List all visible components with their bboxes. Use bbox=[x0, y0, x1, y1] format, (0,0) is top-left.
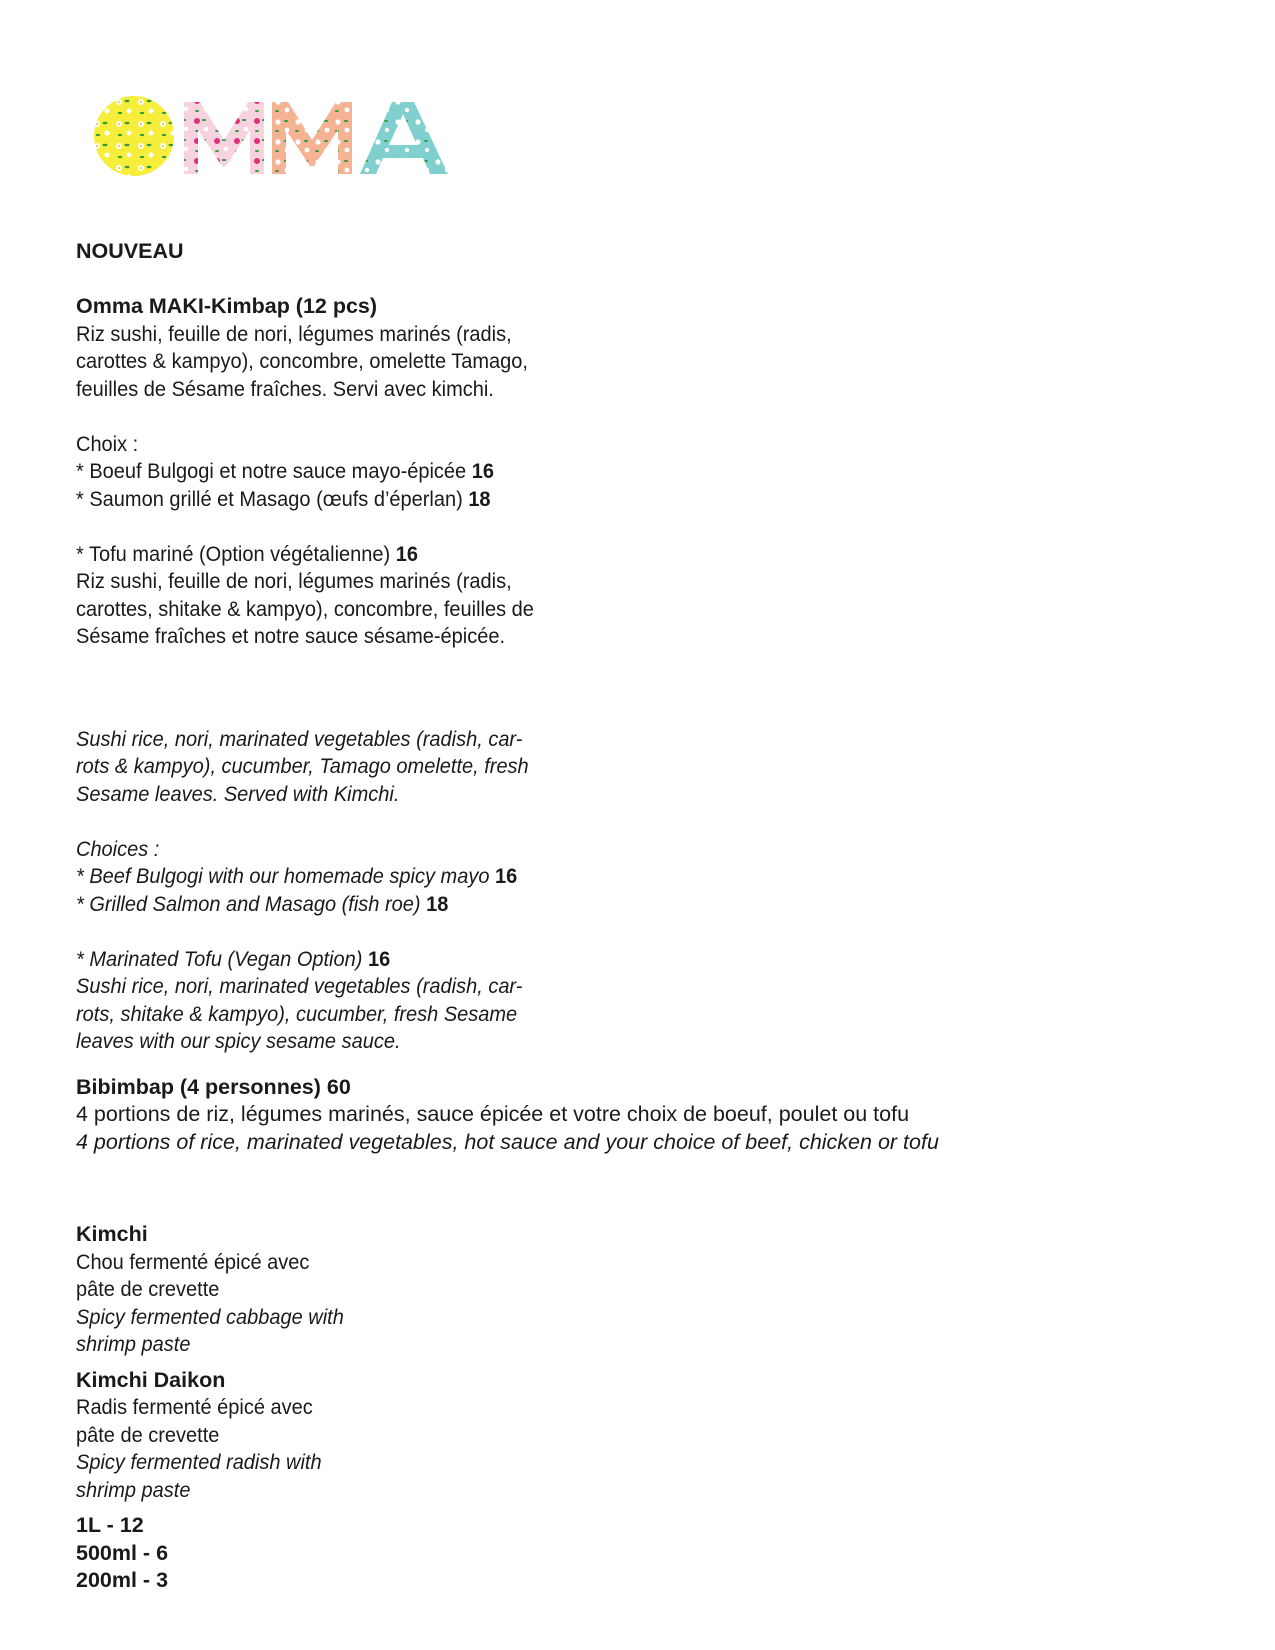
bibimbap-title: Bibimbap (4 personnes) 60 bbox=[76, 1074, 351, 1099]
maki-en-tofu-desc-line: leaves with our spicy sesame sauce. bbox=[76, 1029, 401, 1053]
maki-en-tofu-desc-line: Sushi rice, nori, marinated vegetables (radish, car- bbox=[76, 974, 523, 998]
choice-price: 18 bbox=[468, 486, 491, 511]
maki-en-desc-line: rots & kampyo), cucumber, Tamago omelette, fresh bbox=[76, 754, 529, 778]
maki-fr-desc-line: carottes & kampyo), concombre, omelette Tamago, bbox=[76, 349, 528, 373]
choice-price: 16 bbox=[471, 459, 494, 483]
maki-en-choices-label: Choices : bbox=[76, 836, 160, 861]
logo-letter-a bbox=[360, 102, 448, 174]
menu-content bbox=[76, 238, 1176, 1595]
choice-text: * Boeuf Bulgogi et notre sauce mayo-épicée bbox=[76, 459, 472, 483]
choice-price: 16 bbox=[395, 541, 418, 566]
kimchi-fr-line: pâte de crevette bbox=[76, 1277, 220, 1301]
kimchi-daikon-title: Kimchi Daikon bbox=[76, 1367, 226, 1392]
maki-fr-choice bbox=[76, 486, 1099, 514]
choice-text: * Saumon grillé et Masago (œufs d’éperlan) bbox=[76, 486, 469, 511]
kimchi-en-line: shrimp paste bbox=[76, 1332, 191, 1356]
kimchi-daikon-fr-line: pâte de crevette bbox=[76, 1422, 220, 1447]
maki-fr-desc-line: Riz sushi, feuille de nori, légumes marinés (radis, bbox=[76, 321, 512, 346]
kimchi-daikon-en-line: Spicy fermented radish with bbox=[76, 1450, 322, 1474]
omma-logo bbox=[92, 96, 482, 186]
maki-en-desc-line: Sesame leaves. Served with Kimchi. bbox=[76, 781, 400, 806]
choice-text: * Tofu mariné (Option végétalienne) bbox=[76, 541, 396, 566]
maki-en-desc-line: Sushi rice, nori, marinated vegetables (radish, car- bbox=[76, 726, 523, 751]
maki-fr-choices-label: Choix : bbox=[76, 431, 139, 456]
kimchi-daikon-fr-line: Radis fermenté épicé avec bbox=[76, 1395, 313, 1419]
choice-price: 16 bbox=[367, 946, 391, 971]
maki-fr-tofu-desc-line: Riz sushi, feuille de nori, légumes marinés (radis, bbox=[76, 569, 512, 593]
maki-en-tofu bbox=[76, 946, 1099, 974]
section-title: NOUVEAU bbox=[76, 239, 184, 263]
maki-fr-tofu-desc-line: carottes, shitake & kampyo), concombre, feuilles de bbox=[76, 596, 534, 621]
maki-en-tofu-desc-line: rots, shitake & kampyo), cucumber, fresh Sesame bbox=[76, 1001, 518, 1026]
kimchi-en-line: Spicy fermented cabbage with bbox=[76, 1304, 344, 1329]
maki-title: Omma MAKI-Kimbap (12 pcs) bbox=[76, 294, 378, 318]
size-price: 200ml - 3 bbox=[76, 1568, 169, 1592]
size-price: 1L - 12 bbox=[76, 1513, 144, 1537]
choice-price: 18 bbox=[426, 891, 449, 916]
logo-letter-o bbox=[94, 96, 174, 176]
kimchi-title: Kimchi bbox=[76, 1222, 148, 1246]
logo-letter-m2 bbox=[272, 102, 352, 174]
maki-fr-choice bbox=[76, 458, 1099, 486]
kimchi-fr-line: Chou fermenté épicé avec bbox=[76, 1249, 310, 1274]
choice-text: * Marinated Tofu (Vegan Option) bbox=[76, 946, 368, 971]
kimchi-daikon-en-line: shrimp paste bbox=[76, 1477, 191, 1502]
maki-fr-desc-line: feuilles de Sésame fraîches. Servi avec kimchi. bbox=[76, 376, 494, 401]
maki-fr-tofu bbox=[76, 541, 1099, 569]
choice-text: * Beef Bulgogi with our homemade spicy mayo bbox=[76, 864, 496, 888]
choice-price: 16 bbox=[495, 864, 518, 888]
logo-letter-m1 bbox=[184, 102, 264, 174]
size-price: 500ml - 6 bbox=[76, 1540, 169, 1565]
bibimbap-en: 4 portions of rice, marinated vegetables, hot sauce and your choice of beef, chicken or tofu bbox=[76, 1129, 939, 1154]
maki-en-choice bbox=[76, 863, 1099, 891]
maki-en-choice bbox=[76, 891, 1099, 919]
maki-fr-tofu-desc-line: Sésame fraîches et notre sauce sésame-épicée. bbox=[76, 624, 506, 648]
choice-text: * Grilled Salmon and Masago (fish roe) bbox=[76, 891, 427, 916]
bibimbap-fr: 4 portions de riz, légumes marinés, sauce épicée et votre choix de boeuf, poulet ou tofu bbox=[76, 1102, 910, 1126]
